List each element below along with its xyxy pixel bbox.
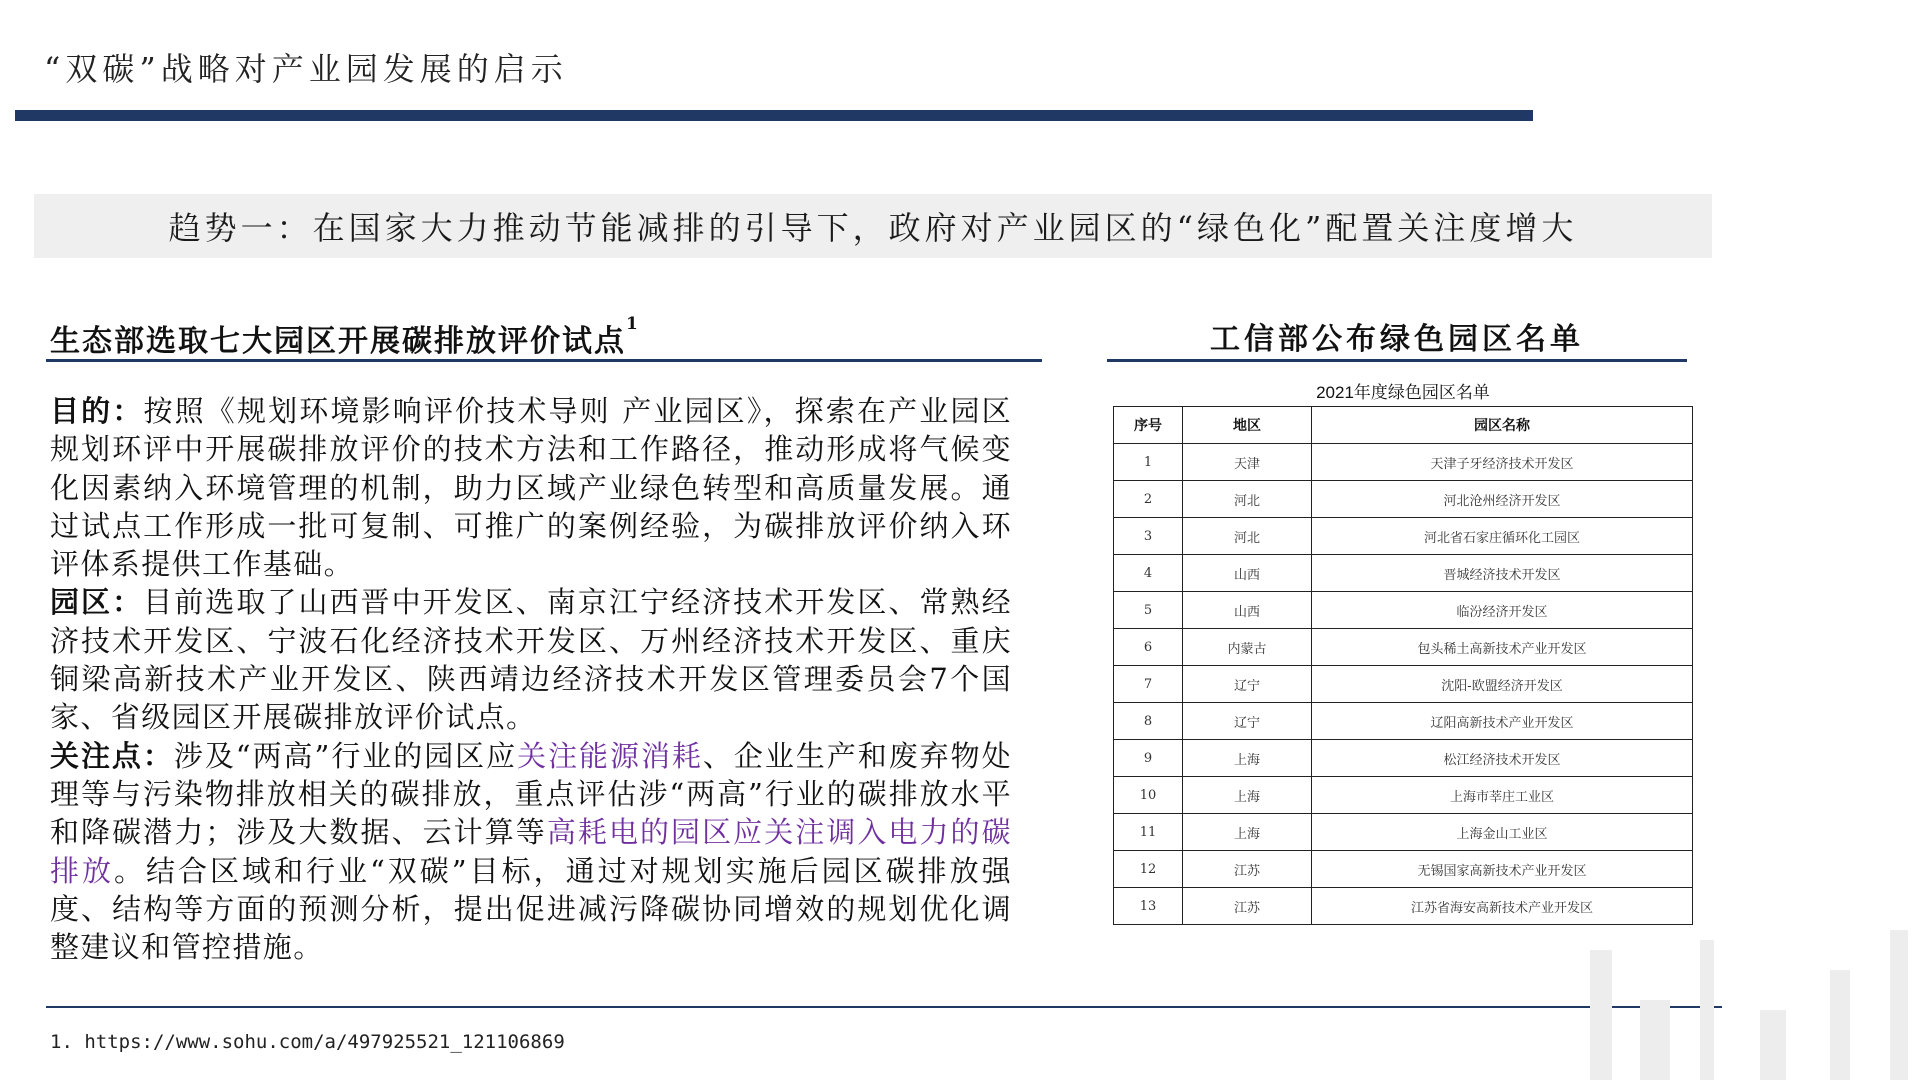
row-number: 11 <box>1114 814 1183 851</box>
table-row <box>1114 777 1693 814</box>
row-number: 8 <box>1114 703 1183 740</box>
decorative-bar <box>1640 1000 1670 1080</box>
left-heading-text: 生态部选取七大园区开展碳排放评价试点 <box>50 324 626 359</box>
row-number: 5 <box>1114 592 1183 629</box>
footer-rule <box>46 1006 1722 1008</box>
row-number: 12 <box>1114 851 1183 888</box>
right-section-heading: 工信部公布绿色园区名单 <box>1210 322 1584 357</box>
focus-text-c: 。结合区域和行业“双碳”目标，通过对规划实施后园区碳排放强度、结构等方面的预测分析，提出促进减污降碳协同增效的规划优化调整建议和管控措施。 <box>50 853 1012 965</box>
row-region: 辽宁 <box>1183 703 1312 740</box>
left-section-heading <box>50 316 640 360</box>
table-caption: 2021年度绿色园区名单 <box>1316 383 1490 402</box>
row-park-name: 河北省石家庄循环化工园区 <box>1312 518 1693 555</box>
row-park-name: 沈阳-欧盟经济开发区 <box>1312 666 1693 703</box>
decorative-bar <box>1830 970 1850 1080</box>
row-park-name: 江苏省海安高新技术产业开发区 <box>1312 888 1693 925</box>
row-park-name: 临汾经济开发区 <box>1312 592 1693 629</box>
row-region: 上海 <box>1183 777 1312 814</box>
focus-highlight-power: 高耗电的园区应关注调入电力的碳排放 <box>50 815 1012 888</box>
focus-text-b: 、企业生产和废弃物处理等与污染物排放相关的碳排放，重点评估涉“两高”行业的碳排放水平和降碳潜力；涉及大数据、云计算等 <box>50 738 1012 850</box>
green-park-table-wrap <box>1113 406 1693 944</box>
title-bar <box>15 110 1533 121</box>
left-body <box>50 392 1012 966</box>
table-body <box>1114 444 1693 925</box>
row-park-name: 辽阳高新技术产业开发区 <box>1312 703 1693 740</box>
decorative-bar <box>1590 950 1612 1080</box>
parks-label: 园区： <box>50 585 144 620</box>
column-header: 序号 <box>1114 407 1183 444</box>
parks-paragraph <box>50 583 1012 736</box>
footnote-ref: 1 <box>626 314 640 334</box>
row-region: 天津 <box>1183 444 1312 481</box>
table-row <box>1114 851 1693 888</box>
table-row <box>1114 666 1693 703</box>
focus-text-a: 涉及“两高”行业的园区应 <box>173 738 518 773</box>
row-region: 辽宁 <box>1183 666 1312 703</box>
table-row <box>1114 481 1693 518</box>
row-park-name: 晋城经济技术开发区 <box>1312 555 1693 592</box>
column-header: 园区名称 <box>1312 407 1693 444</box>
row-region: 江苏 <box>1183 888 1312 925</box>
trend-text: 趋势一：在国家大力推动节能减排的引导下，政府对产业园区的“绿色化”配置关注度增大 <box>168 209 1578 247</box>
row-park-name: 上海金山工业区 <box>1312 814 1693 851</box>
table-row <box>1114 555 1693 592</box>
table-row <box>1114 814 1693 851</box>
focus-label: 关注点： <box>50 738 174 773</box>
purpose-paragraph <box>50 392 1012 583</box>
decorative-bar <box>1760 1010 1786 1080</box>
row-number: 10 <box>1114 777 1183 814</box>
focus-paragraph <box>50 737 1012 967</box>
left-heading-rule <box>46 359 1042 362</box>
table-row <box>1114 888 1693 925</box>
row-park-name: 河北沧州经济开发区 <box>1312 481 1693 518</box>
green-park-table <box>1113 406 1693 925</box>
row-number: 2 <box>1114 481 1183 518</box>
purpose-text: 按照《规划环境影响评价技术导则 产业园区》，探索在产业园区规划环评中开展碳排放评价的技术方法和工作路径，推动形成将气候变化因素纳入环境管理的机制，助力区域产业绿色转型和高质量发展。通过试点工作形成一批可复制、可推广的案例经验，为碳排放评价纳入环评体系提供工作基础。 <box>50 394 1013 582</box>
row-region: 内蒙古 <box>1183 629 1312 666</box>
row-number: 7 <box>1114 666 1183 703</box>
row-number: 9 <box>1114 740 1183 777</box>
column-header: 地区 <box>1183 407 1312 444</box>
row-region: 山西 <box>1183 592 1312 629</box>
row-number: 1 <box>1114 444 1183 481</box>
decorative-bar <box>1700 940 1714 1080</box>
decorative-bar <box>1890 930 1908 1080</box>
row-number: 4 <box>1114 555 1183 592</box>
row-region: 上海 <box>1183 740 1312 777</box>
footnote: 1. https://www.sohu.com/a/497925521_121106869 <box>50 1031 565 1053</box>
row-number: 13 <box>1114 888 1183 925</box>
row-park-name: 松江经济技术开发区 <box>1312 740 1693 777</box>
row-region: 山西 <box>1183 555 1312 592</box>
row-number: 3 <box>1114 518 1183 555</box>
table-header-row <box>1114 407 1693 444</box>
purpose-label: 目的： <box>50 394 144 428</box>
parks-text: 目前选取了山西晋中开发区、南京江宁经济技术开发区、常熟经济技术开发区、宁波石化经济技术开发区、万州经济技术开发区、重庆铜梁高新技术产业开发区、陕西靖边经济技术开发区管理委员会7个国家、省级园区开展碳排放评价试点。 <box>50 585 1013 735</box>
row-region: 河北 <box>1183 518 1312 555</box>
table-row <box>1114 592 1693 629</box>
row-number: 6 <box>1114 629 1183 666</box>
table-row <box>1114 444 1693 481</box>
row-region: 河北 <box>1183 481 1312 518</box>
page-title: “双碳”战略对产业园发展的启示 <box>44 50 568 88</box>
row-region: 江苏 <box>1183 851 1312 888</box>
table-row <box>1114 629 1693 666</box>
focus-highlight-energy: 关注能源消耗 <box>517 738 703 773</box>
row-park-name: 无锡国家高新技术产业开发区 <box>1312 851 1693 888</box>
table-row <box>1114 518 1693 555</box>
trend-banner <box>34 194 1712 258</box>
table-row <box>1114 703 1693 740</box>
row-park-name: 上海市莘庄工业区 <box>1312 777 1693 814</box>
row-region: 上海 <box>1183 814 1312 851</box>
row-park-name: 天津子牙经济技术开发区 <box>1312 444 1693 481</box>
right-heading-rule <box>1107 359 1687 362</box>
row-park-name: 包头稀土高新技术产业开发区 <box>1312 629 1693 666</box>
table-row <box>1114 740 1693 777</box>
